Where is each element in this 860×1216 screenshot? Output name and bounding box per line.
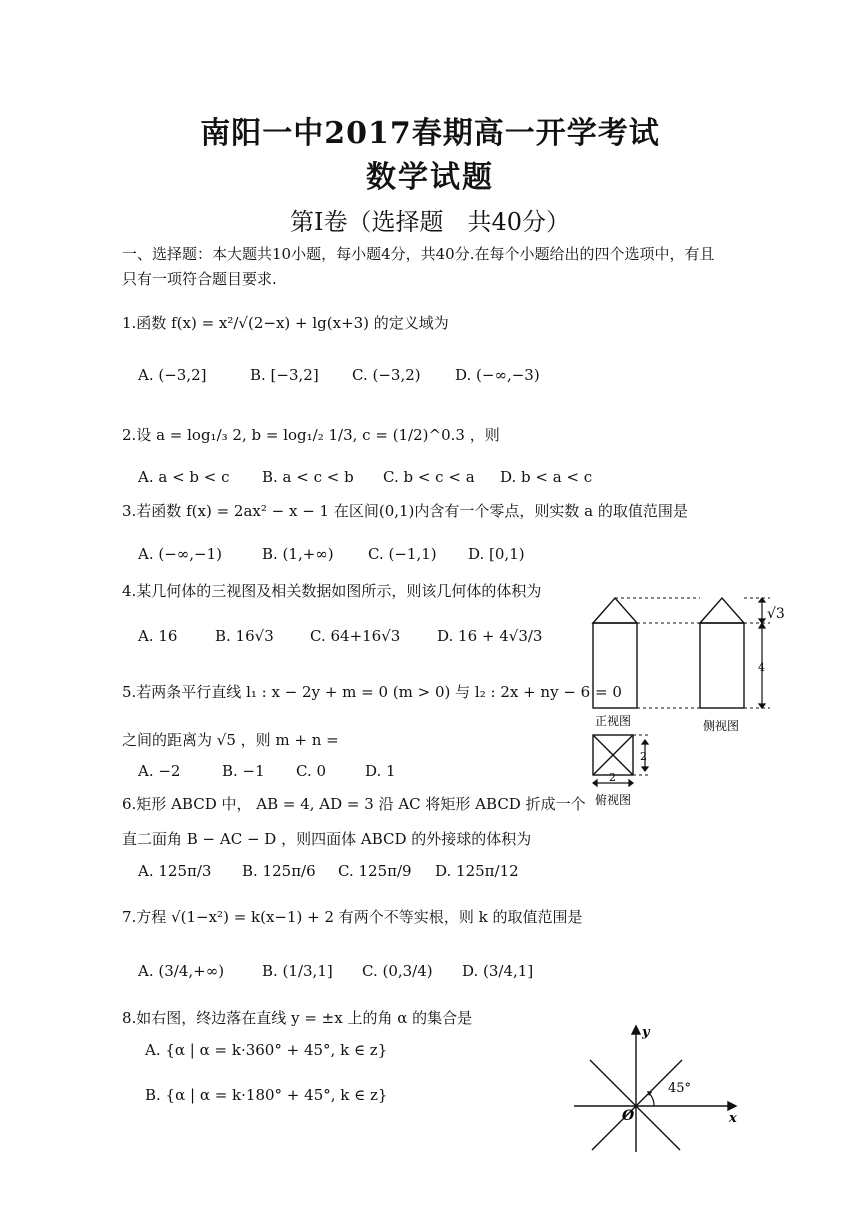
question-4-option-a: A. 16 bbox=[138, 627, 178, 645]
page-title: 南阳一中2017春期高一开学考试 bbox=[200, 116, 660, 151]
dim-2-bottom-label: 2 bbox=[609, 771, 616, 784]
front-view-label: 正视图 bbox=[595, 714, 632, 728]
instructions-line-2: 只有一项符合题目要求. bbox=[122, 270, 277, 288]
question-3-option-a: A. (−∞,−1) bbox=[138, 545, 223, 563]
question-1-option-d: D. (−∞,−3) bbox=[455, 366, 540, 384]
question-6-stem: 6.矩形 ABCD 中， AB = 4, AD = 3 沿 AC 将矩形 ABCD 折成一个 bbox=[122, 795, 586, 813]
question-4-stem: 4.某几何体的三视图及相关数据如图所示，则该几何体的体积为 bbox=[122, 582, 542, 600]
question-5-option-c: C. 0 bbox=[296, 762, 327, 780]
question-7-stem: 7.方程 √(1−x²) = k(x−1) + 2 有两个不等实根，则 k 的取值范围是 bbox=[122, 908, 583, 926]
question-5-stem: 5.若两条平行直线 l₁ : x − 2y + m = 0 (m > 0) 与 l₂ : 2x + ny − 6 = 0 bbox=[122, 683, 622, 701]
question-8-option-b: B. {α | α = k·180° + 45°, k ∈ z} bbox=[145, 1086, 388, 1104]
dim-sqrt3-label: √3 bbox=[767, 606, 785, 622]
angle-label: 45° bbox=[668, 1081, 692, 1096]
question-3-option-b: B. (1,+∞) bbox=[262, 545, 334, 563]
question-6-option-c: C. 125π/9 bbox=[338, 862, 412, 880]
question-5-option-b: B. −1 bbox=[222, 762, 265, 780]
question-1-option-a: A. (−3,2] bbox=[138, 366, 207, 384]
question-8-option-a: A. {α | α = k·360° + 45°, k ∈ z} bbox=[145, 1041, 388, 1059]
question-4-option-c: C. 64+16√3 bbox=[310, 627, 401, 645]
question-8-stem: 8.如右图，终边落在直线 y = ±x 上的角 α 的集合是 bbox=[122, 1009, 473, 1027]
question-5-stem-cont: 之间的距离为 √5 ，则 m + n = bbox=[122, 731, 339, 749]
question-2-option-c: C. b < c < a bbox=[383, 468, 475, 486]
three-view-figure bbox=[585, 588, 795, 813]
question-7-option-b: B. (1/3,1] bbox=[262, 962, 333, 980]
question-4-option-b: B. 16√3 bbox=[215, 627, 274, 645]
instructions-line-1: 一、选择题：本大题共10小题，每小题4分，共40分.在每个小题给出的四个选项中，有且 bbox=[122, 245, 715, 263]
question-6-option-a: A. 125π/3 bbox=[138, 862, 212, 880]
question-3-stem: 3.若函数 f(x) = 2ax² − x − 1 在区间(0,1)内含有一个零点，则实数 a 的取值范围是 bbox=[122, 502, 688, 520]
question-2-option-a: A. a < b < c bbox=[138, 468, 230, 486]
origin-label: O bbox=[622, 1108, 635, 1124]
dim-2-side-label: 2 bbox=[640, 750, 647, 763]
question-5-option-d: D. 1 bbox=[365, 762, 396, 780]
question-6-stem-cont: 直二面角 B − AC − D ，则四面体 ABCD 的外接球的体积为 bbox=[122, 830, 532, 848]
question-1-stem: 1.函数 f(x) = x²/√(2−x) + lg(x+3) 的定义域为 bbox=[122, 314, 449, 332]
y-axis-label: y bbox=[642, 1025, 650, 1040]
question-7-option-d: D. (3/4,1] bbox=[462, 962, 534, 980]
dim-4-label: 4 bbox=[758, 661, 765, 674]
question-5-option-a: A. −2 bbox=[138, 762, 181, 780]
question-7-option-c: C. (0,3/4) bbox=[362, 962, 433, 980]
section-heading: 第Ⅰ卷（选择题 共40分） bbox=[289, 208, 571, 236]
x-axis-label: x bbox=[729, 1111, 737, 1126]
question-6-option-b: B. 125π/6 bbox=[242, 862, 316, 880]
question-3-option-c: C. (−1,1) bbox=[368, 545, 437, 563]
top-view-label: 俯视图 bbox=[595, 793, 632, 807]
question-2-option-d: D. b < a < c bbox=[500, 468, 593, 486]
page-subtitle: 数学试题 bbox=[366, 160, 494, 195]
question-1-option-b: B. [−3,2] bbox=[250, 366, 319, 384]
axes-figure bbox=[572, 1022, 742, 1157]
question-7-option-a: A. (3/4,+∞) bbox=[138, 962, 225, 980]
question-1-option-c: C. (−3,2) bbox=[352, 366, 421, 384]
question-4-option-d: D. 16 + 4√3/3 bbox=[437, 627, 543, 645]
question-2-option-b: B. a < c < b bbox=[262, 468, 354, 486]
question-2-stem: 2.设 a = log₁/₃ 2, b = log₁/₂ 1/3, c = (1/2)^0.3 ，则 bbox=[122, 426, 500, 444]
question-6-option-d: D. 125π/12 bbox=[435, 862, 519, 880]
side-view-label: 侧视图 bbox=[703, 719, 740, 733]
question-3-option-d: D. [0,1) bbox=[468, 545, 525, 563]
